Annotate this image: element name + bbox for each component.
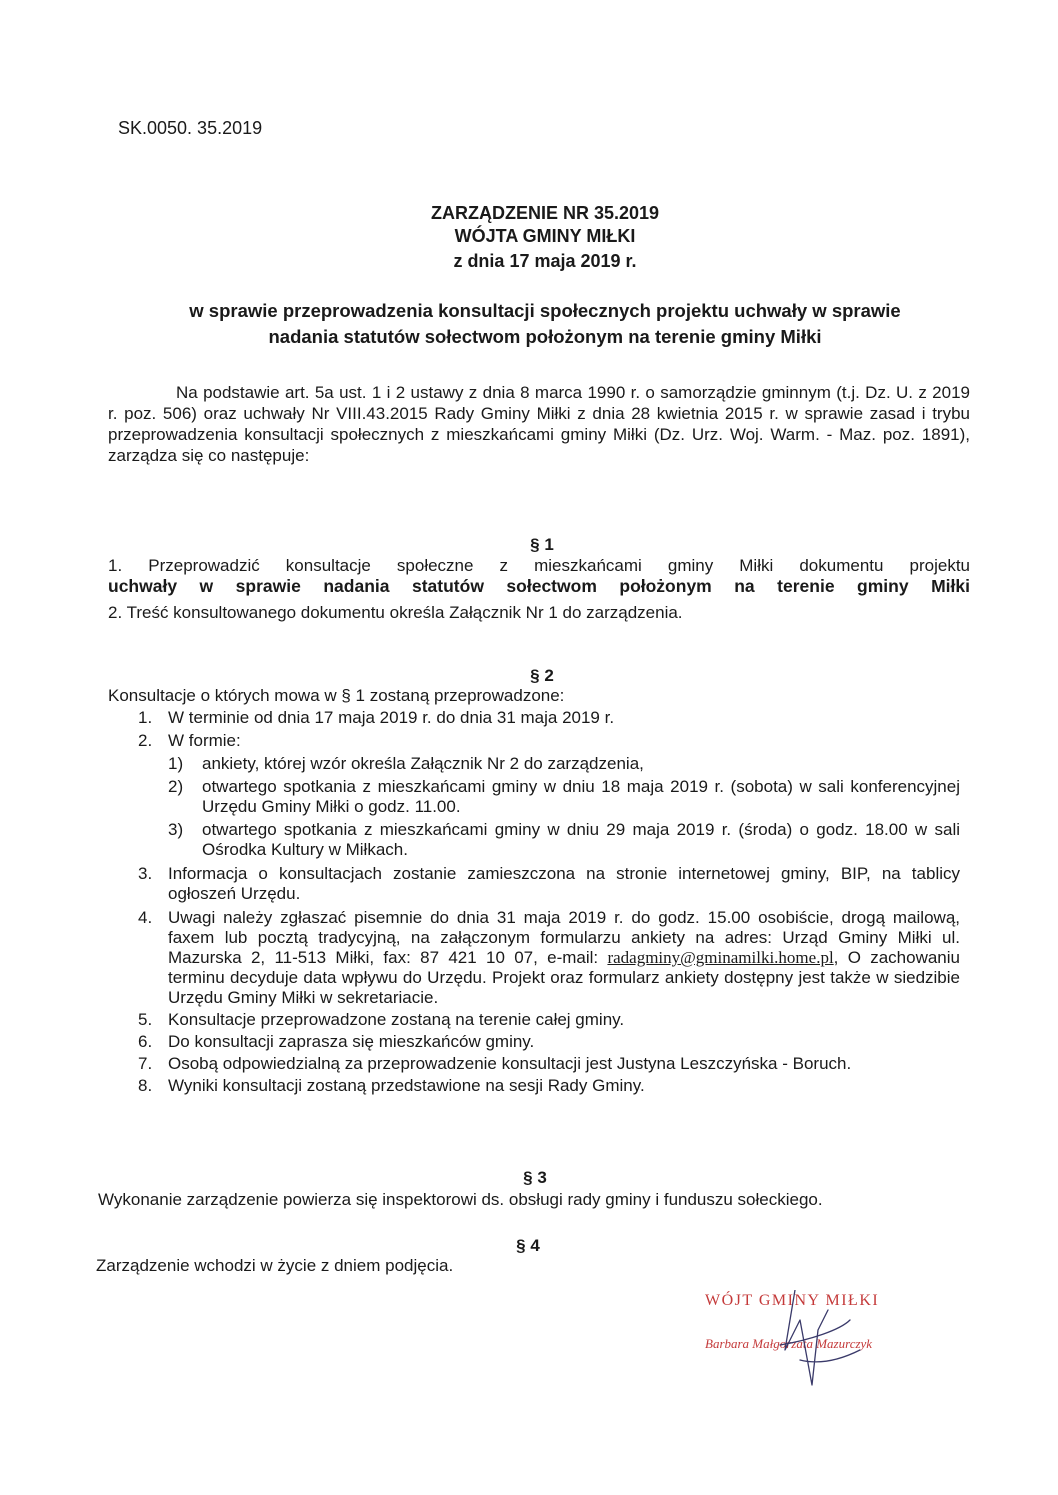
sub-list-item: 1) ankiety, której wzór określa Załącznik Nr 2 do zarządzenia, [168, 754, 644, 773]
section-2-list [138, 708, 960, 1096]
section-4-text: Zarządzenie wchodzi w życie z dniem podjęcia. [96, 1256, 454, 1275]
section-1-heading: § 1 [530, 535, 554, 554]
subject-line-2: nadania statutów sołectwom położonym na terenie gminy Miłki [268, 326, 822, 347]
sub-list-item: 2) otwartego spotkania z mieszkańcami gminy w dniu 18 maja 2019 r. (sobota) w sali konferencyjnej Urzędu Gminy Miłki o godz. 11.00. [168, 777, 960, 816]
section-4-heading: § 4 [516, 1236, 540, 1255]
section-1-point-2: 2. Treść konsultowanego dokumentu określa Załącznik Nr 1 do zarządzenia. [108, 603, 683, 622]
list-item: 4. Uwagi należy zgłaszać pisemnie do dnia 31 maja 2019 r. do godz. 15.00 osobiście, drogą mailową, faxem lub pocztą tradycyjną, na załączonym formularzu ankiety na adres: Urząd Gminy Miłki ul. Mazurska 2, 11-513 Miłki, fax: 87 421 10 07, e-mail: radagminy@gminamilki.home.pl, O zachowaniu terminu decyduje data wpływu do Urzędu. Projekt oraz formularz ankiety dostępny jest także w siedzibie Urzędu Gminy Miłki w sekretariacie. [138, 908, 960, 1007]
section-2-heading: § 2 [530, 666, 554, 685]
preamble: Na podstawie art. 5a ust. 1 i 2 ustawy z dnia 8 marca 1990 r. o samorządzie gminnym (t.j. Dz. U. z 2019 r. poz. 506) oraz uchwały Nr VIII.43.2015 Rady Gminy Miłki z dnia 28 kwietnia 2015 r. w sprawie zasad i trybu przeprowadzenia konsultacji społecznych z mieszkańcami gminy Miłki (Dz. Urz. Woj. Warm. - Maz. poz. 1891), zarządza się co następuje: [108, 383, 970, 465]
sub-list-item: 3) otwartego spotkania z mieszkańcami gminy w dniu 29 maja 2019 r. (środa) o godz. 18.00 w sali Ośrodka Kultury w Miłkach. [168, 820, 960, 859]
handwritten-signature [700, 1290, 900, 1390]
list-item: 1. W terminie od dnia 17 maja 2019 r. do dnia 31 maja 2019 r. [138, 708, 615, 727]
document-subject [130, 298, 960, 350]
section-1-point-1 [108, 555, 970, 597]
list-item: 3. Informacja o konsultacjach zostanie zamieszczona na stronie internetowej gminy, BIP, na tablicy ogłoszeń Urzędu. [138, 864, 960, 903]
list-item: 7. Osobą odpowiedzialną za przeprowadzenie konsultacji jest Justyna Leszczyńska - Boruch. [138, 1054, 852, 1073]
document-date: z dnia 17 maja 2019 r. [453, 251, 637, 271]
list-item: 5. Konsultacje przeprowadzone zostaną na terenie całej gminy. [138, 1010, 625, 1029]
document-issuer: WÓJTA GMINY MIŁKI [454, 226, 636, 246]
email-link[interactable]: radagminy@gminamilki.home.pl [607, 948, 834, 967]
section-2-intro: Konsultacje o których mowa w § 1 zostaną przeprowadzone: [108, 686, 565, 705]
stamp-title: WÓJT GMINY MIŁKI [705, 1292, 880, 1309]
document-title: ZARZĄDZENIE NR 35.2019 [430, 203, 660, 223]
list-item: 2. W formie: [138, 731, 241, 750]
list-item: 6. Do konsultacji zaprasza się mieszkańców gminy. [138, 1032, 535, 1051]
section-1-point-1-text: 1. Przeprowadzić konsultacje społeczne z mieszkańcami gminy Miłki dokumentu projektu [108, 556, 970, 575]
section-3-text: Wykonanie zarządzenie powierza się inspektorowi ds. obsługi rady gminy i funduszu sołeckiego. [98, 1190, 823, 1209]
section-3-heading: § 3 [523, 1168, 547, 1187]
document-reference-number: SK.0050. 35.2019 [118, 118, 263, 138]
section-2-sublist [168, 754, 960, 860]
list-item: 8. Wyniki konsultacji zostaną przedstawione na sesji Rady Gminy. [138, 1076, 645, 1095]
subject-line-1: w sprawie przeprowadzenia konsultacji społecznych projektu uchwały w sprawie [189, 300, 901, 321]
section-1-point-1-bold: uchwały w sprawie nadania statutów sołectwom położonym na terenie gminy Miłki [108, 576, 970, 596]
stamp-name: Barbara Małgorzata Mazurczyk [705, 1336, 873, 1351]
